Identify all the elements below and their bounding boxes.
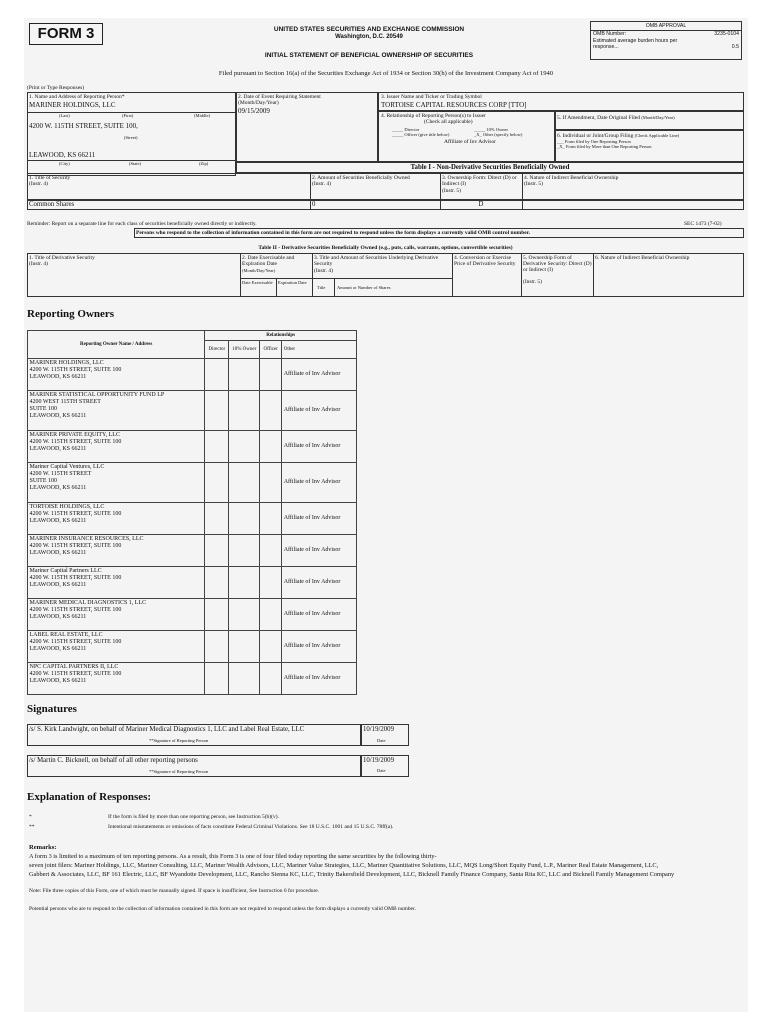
note1-mark: * (29, 814, 32, 820)
cell-10pct-owner (229, 463, 260, 503)
t1-col1-sub: (Instr. 4) (29, 181, 48, 187)
table-row (28, 663, 357, 695)
omb-response-label: response... (593, 44, 619, 50)
col-director: Director (205, 341, 229, 359)
cell-other: Affiliate of Inv Advisor (282, 535, 357, 567)
t2-col2b: Expiration Date (278, 280, 307, 285)
cell-director (205, 535, 229, 567)
form-page (24, 18, 748, 1012)
note2-mark: ** (29, 824, 35, 830)
signature-1-text: /s/ S. Kirk Landwight, on behalf of Mariner Medical Diagnostics 1, LLC and Label Real Estate, LLC (29, 726, 305, 733)
cell-officer (260, 663, 282, 695)
owner-address-line: 4200 W. 115TH STREET, SUITE 100 (29, 671, 122, 677)
omb-number-label: OMB Number: (593, 31, 627, 37)
filing-opt1: ___ Form filed by One Reporting Person (557, 139, 631, 144)
col-owner-name: Reporting Owner Name / Address (28, 331, 205, 359)
event-date-value: 09/15/2009 (238, 107, 270, 115)
print-note: (Print or Type Responses) (27, 85, 85, 91)
col-relationships: Relationships (205, 331, 357, 341)
city-value: LEAWOOD, KS 66211 (29, 151, 96, 159)
reminder-text: Reminder: Report on a separate line for each class of securities beneficially owned directly or indirectly. (27, 221, 257, 227)
owner-address-line: MARINER HOLDINGS, LLC (29, 360, 104, 366)
col-other: Other (282, 341, 357, 359)
middle-label: (Middle) (194, 113, 210, 118)
box2-sub: (Month/Day/Year) (238, 100, 279, 106)
cell-officer (260, 631, 282, 663)
state-label: (State) (129, 161, 141, 166)
owner-address-line: 4200 W. 115TH STREET, SUITE 100 (29, 607, 122, 613)
box4-sub: (Check all applicable) (424, 119, 473, 125)
col-10pct-owner: 10% Owner (229, 341, 260, 359)
director-option: _____ Director (392, 127, 420, 132)
cell-director (205, 431, 229, 463)
reporting-owners-table (27, 330, 357, 695)
owner-name-address (28, 391, 205, 431)
cell-other: Affiliate of Inv Advisor (282, 599, 357, 631)
box6-label: 6. Individual or Joint/Group Filing (Check Applicable Line) (557, 133, 680, 139)
persons-text: Persons who respond to the collection of information contained in this form are not required to respond unless the form displays a currently valid OMB control number. (136, 230, 531, 236)
t2-col2: 2. Date Exercisable and Expiration Date (242, 255, 295, 267)
remarks-line1: A form 3 is limited to a maximum of ten reporting persons. As a result, this Form 3 is one of four filed today reporting the same securities by the following thirty- (29, 853, 437, 860)
table-row (28, 631, 357, 663)
cell-officer (260, 391, 282, 431)
owner-address-line: 4200 W. 115TH STREET, SUITE 100 (29, 575, 122, 581)
t1-row-form: D (478, 201, 484, 208)
t1-col3: 3. Ownership Form: Direct (D) or Indirect (I) (442, 175, 517, 187)
first-label: (First) (122, 113, 134, 118)
t2-col5: 5. Ownership Form of Derivative Security: Direct (D) or Indirect (I) (523, 255, 592, 273)
owner-address-line: 4200 W. 115TH STREET, SUITE 100 (29, 543, 122, 549)
cell-other: Affiliate of Inv Advisor (282, 631, 357, 663)
owner-address-line: 4200 W. 115TH STREET, SUITE 100 (29, 439, 122, 445)
owner-address-line: LEAWOOD, KS 66211 (29, 582, 87, 588)
table1-title: Table I - Non-Derivative Securities Beneficially Owned (410, 164, 570, 171)
officer-option: _____ Officer (give title below) (392, 132, 450, 137)
box1-label: 1. Name and Address of Reporting Person* (29, 94, 125, 100)
note1-text: If the form is filed by more than one reporting person, see Instruction 5(b)(v). (108, 814, 279, 820)
cell-director (205, 359, 229, 391)
cell-director (205, 631, 229, 663)
t1-col1: 1. Title of Security (29, 175, 71, 181)
owner-address-line: NPC CAPITAL PARTNERS II, LLC (29, 664, 119, 670)
box4-label: 4. Relationship of Reporting Person(s) to Issuer (381, 113, 486, 119)
omb-title: OMB APPROVAL (591, 22, 741, 31)
signatures-heading: Signatures (27, 703, 77, 715)
t2-col3: 3. Title and Amount of Securities Underlying Derivative Security (314, 255, 439, 267)
issuer-value: TORTOISE CAPITAL RESOURCES CORP [TTO] (381, 101, 527, 109)
last-label: (Last) (59, 113, 70, 118)
potential-persons: Potential persons who are to respond to the collection of information contained in this form are not required to respond unless the form displays a currently valid OMB number. (29, 906, 416, 912)
street-label: (Street) (124, 135, 138, 140)
sec-number: SEC 1473 (7-02) (684, 221, 722, 227)
zip-label: (Zip) (199, 161, 209, 166)
owner-address-line: LEAWOOD, KS 66211 (29, 485, 87, 491)
t2-col1: 1. Title of Derivative Security (29, 255, 95, 261)
remarks-line3: Gabbert & Associates, LLC, BF 161 Electric, LLC, BF Wyandotte Development, LLC, Rancho Sienna KC, LLC, Trinity Bakersfield Development, LLC, Bicknell Family Finance Company, Santa Rita KC, LLC and Bicknell Family Management Company (29, 871, 675, 878)
owner-address-line: MARINER STATISTICAL OPPORTUNITY FUND LP (29, 392, 165, 398)
owner-name-address (28, 503, 205, 535)
cell-officer (260, 463, 282, 503)
cell-officer (260, 503, 282, 535)
owner-name-address (28, 535, 205, 567)
t2-col2a: Date Exercisable (242, 280, 273, 285)
cell-officer (260, 359, 282, 391)
owner-name-address (28, 567, 205, 599)
agency-name: UNITED STATES SECURITIES AND EXCHANGE COMMISSION (273, 26, 465, 33)
cell-10pct-owner (229, 631, 260, 663)
owner-address-line: MARINER INSURANCE RESOURCES, LLC (29, 536, 144, 542)
cell-other: Affiliate of Inv Advisor (282, 431, 357, 463)
box5-label: 5. If Amendment, Date Original Filed (Month/Day/Year) (557, 115, 675, 121)
owner10-option: _____ 10% Owner (474, 127, 508, 132)
cell-officer (260, 567, 282, 599)
table2-title: Table II - Derivative Securities Beneficially Owned (e.g., puts, calls, warrants, options, convertible securities) (258, 245, 513, 251)
omb-burden-label: Estimated average burden hours per (593, 37, 678, 44)
t2-col3-sub: (Instr. 4) (314, 268, 333, 274)
cell-director (205, 567, 229, 599)
signature-1-label: **Signature of Reporting Person (149, 738, 209, 743)
signature-1-date-label: Date (377, 738, 386, 743)
filing-opt2: _X_ Form filed by More than One Reporting Person (557, 144, 652, 149)
owner-name-address (28, 663, 205, 695)
owner-name-address (28, 463, 205, 503)
t1-col2-sub: (Instr. 4) (312, 181, 331, 187)
t2-col2-sub: (Month/Day/Year) (242, 268, 276, 273)
t2-col3a: Title (317, 285, 326, 290)
other-value: Affiliate of Inv Advisor (444, 139, 496, 145)
filed-pursuant: Filed pursuant to Section 16(a) of the Securities Exchange Act of 1934 or Section 30(h) of the Investment Company Act of 1940 (218, 70, 554, 77)
t2-col1-sub: (Instr. 4) (29, 261, 48, 267)
t1-col3-sub: (Instr. 5) (442, 188, 461, 194)
owner-address-line: Mariner Capital Partners LLC (29, 568, 102, 574)
owner-address-line: LEAWOOD, KS 66211 (29, 550, 87, 556)
t2-col3b: Amount or Number of Shares (337, 285, 391, 290)
owner-name-address (28, 431, 205, 463)
owner-address-line: LEAWOOD, KS 66211 (29, 646, 87, 652)
statement-title: INITIAL STATEMENT OF BENEFICIAL OWNERSHIP OF SECURITIES (264, 52, 474, 59)
remarks-label: Remarks: (29, 844, 57, 851)
cell-10pct-owner (229, 359, 260, 391)
t2-col6: 6. Nature of Indirect Beneficial Ownership (595, 255, 690, 261)
owner-address-line: LEAWOOD, KS 66211 (29, 678, 87, 684)
table-row (28, 503, 357, 535)
owner-address-line: MARINER PRIVATE EQUITY, LLC (29, 432, 120, 438)
cell-other: Affiliate of Inv Advisor (282, 663, 357, 695)
col-officer: Officer (260, 341, 282, 359)
owner-address-line: MARINER MEDICAL DIAGNOSTICS 1, LLC (29, 600, 147, 606)
cell-10pct-owner (229, 567, 260, 599)
form-title: FORM 3 (29, 23, 103, 45)
owner-address-line: 4200 W. 115TH STREET (29, 471, 92, 477)
cell-director (205, 663, 229, 695)
table-row (28, 359, 357, 391)
t1-col4-sub: (Instr. 5) (524, 181, 543, 187)
note2-text: Intentional misstatements or omissions of facts constitute Federal Criminal Violations. See 18 U.S.C. 1001 and 15 U.S.C. 78ff(a). (108, 824, 394, 830)
omb-response-value: 0.5 (731, 44, 739, 50)
omb-number-value: 3235-0104 (714, 31, 739, 37)
owner-name-address (28, 599, 205, 631)
signature-2-text: /s/ Martin C. Bicknell, on behalf of all other reporting persons (29, 757, 198, 764)
owner-address-line: TORTOISE HOLDINGS, LLC (29, 504, 105, 510)
t2-col4: 4. Conversion or Exercise Price of Derivative Security (454, 255, 516, 267)
cell-director (205, 463, 229, 503)
cell-10pct-owner (229, 431, 260, 463)
table-row (28, 567, 357, 599)
t1-col4: 4. Nature of Indirect Beneficial Ownership (524, 175, 619, 181)
table-row (28, 431, 357, 463)
cell-other: Affiliate of Inv Advisor (282, 463, 357, 503)
cell-director (205, 503, 229, 535)
signature-2-label: **Signature of Reporting Person (149, 769, 209, 774)
owner-address-line: LABEL REAL ESTATE, LLC (29, 632, 103, 638)
cell-director (205, 599, 229, 631)
note-file: Note: File three copies of this Form, one of which must be manually signed. If space is insufficient, See Instruction 6 for procedure. (29, 888, 320, 894)
owner-address-line: SUITE 100 (29, 478, 57, 484)
box3-label: 3. Issuer Name and Ticker or Trading Symbol (381, 94, 482, 100)
cell-officer (260, 431, 282, 463)
cell-officer (260, 535, 282, 567)
explanation-heading: Explanation of Responses: (27, 791, 152, 803)
owner-address-line: 4200 W. 115TH STREET, SUITE 100 (29, 511, 122, 517)
owner-address-line: LEAWOOD, KS 66211 (29, 446, 87, 452)
remarks-line2: seven joint filers: Mariner Holdings, LLC, Mariner Consulting, LLC, Mariner Wealth Advisors, LLC, Mariner Value Strategies, LLC, Mariner Quantitative Solutions, LLC, MQS Long/Short Equity Fund, L.P., Mariner Real Estate Management, LLC, (29, 862, 659, 869)
owner-address-line: LEAWOOD, KS 66211 (29, 614, 87, 620)
owner-address-line: SUITE 100 (29, 406, 57, 412)
omb-approval-box (590, 21, 742, 60)
cell-10pct-owner (229, 503, 260, 535)
cell-other: Affiliate of Inv Advisor (282, 359, 357, 391)
owner-name-address (28, 631, 205, 663)
owner-address-line: LEAWOOD, KS 66211 (29, 518, 87, 524)
cell-other: Affiliate of Inv Advisor (282, 503, 357, 535)
owner-address-line: 4200 W. 115TH STREET, SUITE 100 (29, 367, 122, 373)
signature-1-date: 10/19/2009 (363, 726, 394, 733)
agency-location: Washington, D.C. 20549 (335, 34, 403, 40)
owner-address-line: 4200 WEST 115TH STREET (29, 399, 101, 405)
table-row (28, 535, 357, 567)
t2-col5-sub: (Instr. 5) (523, 279, 542, 285)
signature-2-date-label: Date (377, 768, 386, 773)
owner-address-line: 4200 W. 115TH STREET, SUITE 100 (29, 639, 122, 645)
cell-director (205, 391, 229, 431)
cell-other: Affiliate of Inv Advisor (282, 391, 357, 431)
cell-10pct-owner (229, 391, 260, 431)
cell-10pct-owner (229, 599, 260, 631)
t1-row-title: Common Shares (29, 201, 75, 208)
cell-10pct-owner (229, 535, 260, 567)
table1-row (27, 200, 744, 210)
owner-address-line: LEAWOOD, KS 66211 (29, 374, 87, 380)
owner-address-line: Mariner Capital Ventures, LLC (29, 464, 105, 470)
owner-name-address (28, 359, 205, 391)
cell-other: Affiliate of Inv Advisor (282, 567, 357, 599)
table-row (28, 391, 357, 431)
t1-row-amount: 0 (312, 201, 316, 208)
table-row (28, 463, 357, 503)
owner-address-line: LEAWOOD, KS 66211 (29, 413, 87, 419)
cell-officer (260, 599, 282, 631)
signature-2-date: 10/19/2009 (363, 757, 394, 764)
city-label: (City) (59, 161, 70, 166)
box2-label: 2. Date of Event Requiring Statement (238, 94, 321, 100)
t1-col2: 2. Amount of Securities Beneficially Owned (312, 175, 410, 181)
cell-10pct-owner (229, 663, 260, 695)
table-row (28, 599, 357, 631)
reporting-owners-heading: Reporting Owners (27, 308, 115, 320)
other-option: _X_ Other (specify below) (474, 132, 523, 137)
street-value: 4200 W. 115TH STREET, SUITE 100, (29, 122, 138, 130)
reporting-person-name: MARINER HOLDINGS, LLC (29, 101, 116, 109)
